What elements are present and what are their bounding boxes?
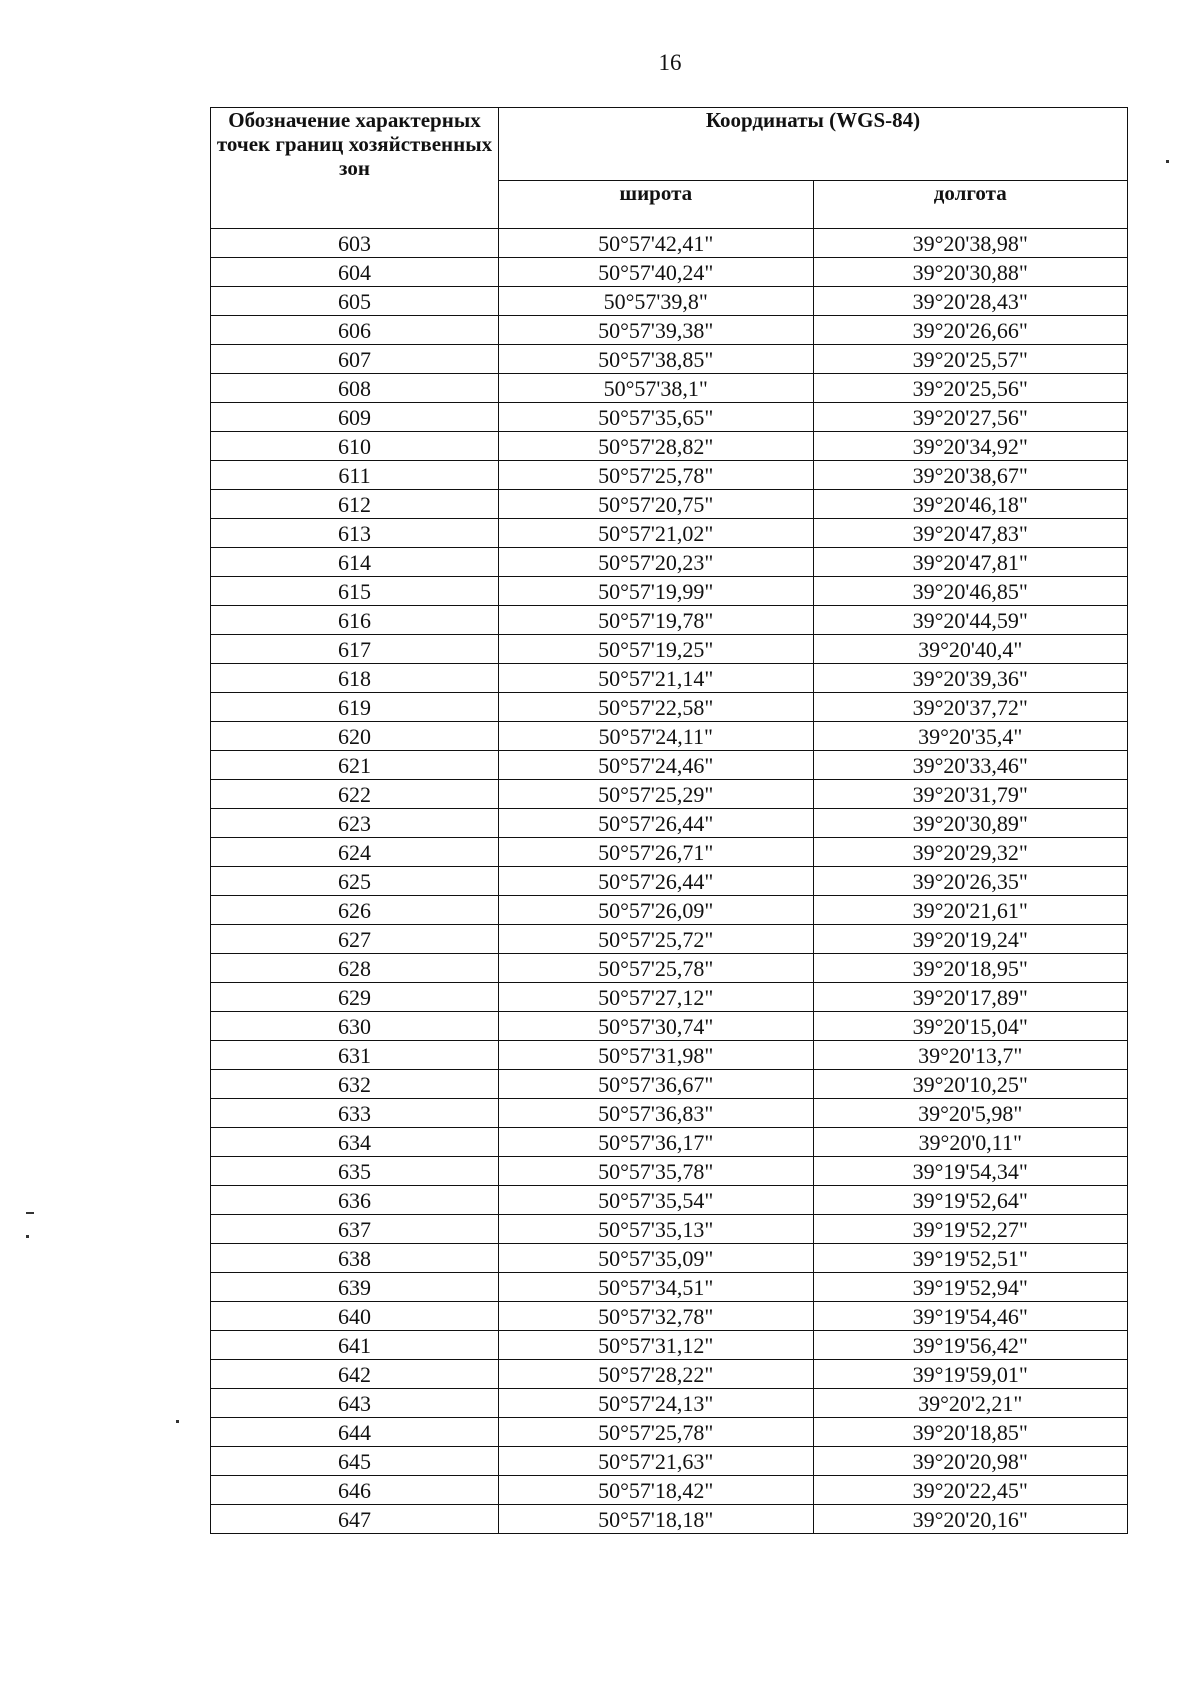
table-row [211, 1070, 1128, 1099]
point-id-cell: 634 [211, 1128, 499, 1157]
latitude-cell: 50°57'21,63" [499, 1447, 814, 1476]
longitude-cell: 39°20'15,04" [813, 1012, 1128, 1041]
longitude-cell: 39°20'28,43" [813, 287, 1128, 316]
longitude-cell: 39°20'20,16" [813, 1505, 1128, 1534]
point-id-cell: 632 [211, 1070, 499, 1099]
latitude-cell: 50°57'21,02" [499, 519, 814, 548]
longitude-cell: 39°20'17,89" [813, 983, 1128, 1012]
longitude-cell: 39°20'19,24" [813, 925, 1128, 954]
scan-speck [176, 1420, 179, 1423]
table-row [211, 664, 1128, 693]
table-row [211, 1389, 1128, 1418]
latitude-cell: 50°57'35,54" [499, 1186, 814, 1215]
longitude-cell: 39°19'52,51" [813, 1244, 1128, 1273]
table-row [211, 374, 1128, 403]
latitude-cell: 50°57'27,12" [499, 983, 814, 1012]
latitude-cell: 50°57'31,12" [499, 1331, 814, 1360]
longitude-cell: 39°20'25,57" [813, 345, 1128, 374]
point-id-cell: 615 [211, 577, 499, 606]
table-row [211, 606, 1128, 635]
table-row [211, 867, 1128, 896]
longitude-cell: 39°20'34,92" [813, 432, 1128, 461]
latitude-cell: 50°57'24,46" [499, 751, 814, 780]
table-row [211, 1505, 1128, 1534]
latitude-cell: 50°57'42,41" [499, 229, 814, 258]
latitude-cell: 50°57'25,29" [499, 780, 814, 809]
longitude-cell: 39°20'47,81" [813, 548, 1128, 577]
longitude-cell: 39°19'54,46" [813, 1302, 1128, 1331]
point-id-cell: 641 [211, 1331, 499, 1360]
table-row [211, 432, 1128, 461]
longitude-cell: 39°20'33,46" [813, 751, 1128, 780]
point-id-cell: 637 [211, 1215, 499, 1244]
point-id-cell: 612 [211, 490, 499, 519]
table-row [211, 1215, 1128, 1244]
point-id-cell: 646 [211, 1476, 499, 1505]
longitude-cell: 39°19'59,01" [813, 1360, 1128, 1389]
point-id-cell: 609 [211, 403, 499, 432]
table-row [211, 809, 1128, 838]
point-id-cell: 635 [211, 1157, 499, 1186]
point-id-cell: 636 [211, 1186, 499, 1215]
point-id-cell: 606 [211, 316, 499, 345]
point-id-cell: 604 [211, 258, 499, 287]
point-id-cell: 639 [211, 1273, 499, 1302]
latitude-cell: 50°57'38,1" [499, 374, 814, 403]
latitude-cell: 50°57'34,51" [499, 1273, 814, 1302]
table-row [211, 693, 1128, 722]
longitude-cell: 39°20'30,89" [813, 809, 1128, 838]
latitude-cell: 50°57'35,65" [499, 403, 814, 432]
longitude-cell: 39°20'30,88" [813, 258, 1128, 287]
longitude-cell: 39°20'27,56" [813, 403, 1128, 432]
latitude-cell: 50°57'26,44" [499, 867, 814, 896]
table-row [211, 1447, 1128, 1476]
point-id-cell: 616 [211, 606, 499, 635]
point-id-cell: 614 [211, 548, 499, 577]
latitude-cell: 50°57'28,22" [499, 1360, 814, 1389]
point-id-cell: 630 [211, 1012, 499, 1041]
point-id-cell: 627 [211, 925, 499, 954]
longitude-cell: 39°20'5,98" [813, 1099, 1128, 1128]
table-row [211, 722, 1128, 751]
longitude-cell: 39°20'44,59" [813, 606, 1128, 635]
table-body [211, 229, 1128, 1534]
table-row [211, 548, 1128, 577]
latitude-cell: 50°57'26,09" [499, 896, 814, 925]
longitude-cell: 39°20'46,85" [813, 577, 1128, 606]
table-row [211, 1012, 1128, 1041]
table-row [211, 258, 1128, 287]
latitude-cell: 50°57'19,78" [499, 606, 814, 635]
latitude-cell: 50°57'35,09" [499, 1244, 814, 1273]
point-id-cell: 633 [211, 1099, 499, 1128]
table-row [211, 838, 1128, 867]
longitude-cell: 39°20'2,21" [813, 1389, 1128, 1418]
point-id-cell: 645 [211, 1447, 499, 1476]
longitude-cell: 39°20'10,25" [813, 1070, 1128, 1099]
longitude-cell: 39°20'0,11" [813, 1128, 1128, 1157]
point-id-cell: 618 [211, 664, 499, 693]
latitude-cell: 50°57'35,13" [499, 1215, 814, 1244]
table-row [211, 1418, 1128, 1447]
table-row [211, 1476, 1128, 1505]
table-row [211, 1331, 1128, 1360]
table-row [211, 954, 1128, 983]
table-row [211, 1099, 1128, 1128]
latitude-cell: 50°57'24,13" [499, 1389, 814, 1418]
point-id-cell: 638 [211, 1244, 499, 1273]
latitude-cell: 50°57'35,78" [499, 1157, 814, 1186]
point-id-cell: 619 [211, 693, 499, 722]
table-row [211, 1157, 1128, 1186]
point-id-cell: 603 [211, 229, 499, 258]
latitude-cell: 50°57'30,74" [499, 1012, 814, 1041]
table-row [211, 751, 1128, 780]
table-row [211, 490, 1128, 519]
scan-speck [1166, 160, 1169, 163]
longitude-cell: 39°20'38,98" [813, 229, 1128, 258]
point-id-cell: 640 [211, 1302, 499, 1331]
latitude-cell: 50°57'19,99" [499, 577, 814, 606]
longitude-cell: 39°20'22,45" [813, 1476, 1128, 1505]
longitude-cell: 39°20'46,18" [813, 490, 1128, 519]
table-row [211, 1128, 1128, 1157]
longitude-cell: 39°20'47,83" [813, 519, 1128, 548]
page-number: 16 [658, 50, 682, 75]
latitude-cell: 50°57'26,44" [499, 809, 814, 838]
point-id-cell: 642 [211, 1360, 499, 1389]
point-id-cell: 605 [211, 287, 499, 316]
longitude-cell: 39°20'21,61" [813, 896, 1128, 925]
longitude-cell: 39°20'25,56" [813, 374, 1128, 403]
latitude-cell: 50°57'26,71" [499, 838, 814, 867]
point-id-cell: 628 [211, 954, 499, 983]
point-id-cell: 613 [211, 519, 499, 548]
table-row [211, 1360, 1128, 1389]
point-id-cell: 623 [211, 809, 499, 838]
point-id-cell: 629 [211, 983, 499, 1012]
point-id-cell: 607 [211, 345, 499, 374]
header-latitude: широта [499, 180, 814, 228]
latitude-cell: 50°57'24,11" [499, 722, 814, 751]
longitude-cell: 39°20'26,35" [813, 867, 1128, 896]
latitude-cell: 50°57'25,78" [499, 1418, 814, 1447]
longitude-cell: 39°20'29,32" [813, 838, 1128, 867]
latitude-cell: 50°57'25,78" [499, 461, 814, 490]
coordinates-table [210, 107, 1128, 1534]
longitude-cell: 39°20'35,4" [813, 722, 1128, 751]
latitude-cell: 50°57'25,72" [499, 925, 814, 954]
point-id-cell: 621 [211, 751, 499, 780]
table-row [211, 287, 1128, 316]
latitude-cell: 50°57'39,8" [499, 287, 814, 316]
latitude-cell: 50°57'20,75" [499, 490, 814, 519]
table-row [211, 925, 1128, 954]
longitude-cell: 39°20'20,98" [813, 1447, 1128, 1476]
latitude-cell: 50°57'31,98" [499, 1041, 814, 1070]
table-row [211, 896, 1128, 925]
point-id-cell: 631 [211, 1041, 499, 1070]
point-id-cell: 626 [211, 896, 499, 925]
latitude-cell: 50°57'36,17" [499, 1128, 814, 1157]
table-row [211, 1273, 1128, 1302]
latitude-cell: 50°57'18,42" [499, 1476, 814, 1505]
latitude-cell: 50°57'36,83" [499, 1099, 814, 1128]
table-row [211, 1244, 1128, 1273]
point-id-cell: 647 [211, 1505, 499, 1534]
table-row [211, 635, 1128, 664]
point-id-cell: 611 [211, 461, 499, 490]
longitude-cell: 39°20'38,67" [813, 461, 1128, 490]
table-row [211, 1041, 1128, 1070]
table-row [211, 780, 1128, 809]
longitude-cell: 39°20'31,79" [813, 780, 1128, 809]
longitude-cell: 39°20'13,7" [813, 1041, 1128, 1070]
table-row [211, 1186, 1128, 1215]
latitude-cell: 50°57'19,25" [499, 635, 814, 664]
point-id-cell: 610 [211, 432, 499, 461]
table-row [211, 229, 1128, 258]
latitude-cell: 50°57'32,78" [499, 1302, 814, 1331]
latitude-cell: 50°57'39,38" [499, 316, 814, 345]
latitude-cell: 50°57'21,14" [499, 664, 814, 693]
point-id-cell: 608 [211, 374, 499, 403]
table-row [211, 519, 1128, 548]
longitude-cell: 39°19'56,42" [813, 1331, 1128, 1360]
longitude-cell: 39°19'52,27" [813, 1215, 1128, 1244]
table-row [211, 1302, 1128, 1331]
table-row [211, 403, 1128, 432]
point-id-cell: 625 [211, 867, 499, 896]
latitude-cell: 50°57'18,18" [499, 1505, 814, 1534]
point-id-cell: 622 [211, 780, 499, 809]
point-id-cell: 624 [211, 838, 499, 867]
longitude-cell: 39°20'26,66" [813, 316, 1128, 345]
latitude-cell: 50°57'40,24" [499, 258, 814, 287]
longitude-cell: 39°19'52,94" [813, 1273, 1128, 1302]
longitude-cell: 39°20'18,85" [813, 1418, 1128, 1447]
table-row [211, 577, 1128, 606]
latitude-cell: 50°57'25,78" [499, 954, 814, 983]
longitude-cell: 39°20'37,72" [813, 693, 1128, 722]
latitude-cell: 50°57'36,67" [499, 1070, 814, 1099]
header-longitude: долгота [813, 180, 1128, 228]
longitude-cell: 39°19'54,34" [813, 1157, 1128, 1186]
table-row [211, 461, 1128, 490]
scan-speck [26, 1212, 34, 1214]
point-id-cell: 644 [211, 1418, 499, 1447]
latitude-cell: 50°57'22,58" [499, 693, 814, 722]
header-point-designation: Обозначение характерных точек границ хозяйственных зон [211, 108, 499, 229]
latitude-cell: 50°57'28,82" [499, 432, 814, 461]
table-row [211, 316, 1128, 345]
latitude-cell: 50°57'20,23" [499, 548, 814, 577]
longitude-cell: 39°20'18,95" [813, 954, 1128, 983]
longitude-cell: 39°20'39,36" [813, 664, 1128, 693]
latitude-cell: 50°57'38,85" [499, 345, 814, 374]
point-id-cell: 643 [211, 1389, 499, 1418]
scan-speck [26, 1235, 29, 1238]
longitude-cell: 39°19'52,64" [813, 1186, 1128, 1215]
point-id-cell: 617 [211, 635, 499, 664]
point-id-cell: 620 [211, 722, 499, 751]
table-row [211, 983, 1128, 1012]
header-coordinates: Координаты (WGS-84) [499, 108, 1128, 181]
table-row [211, 345, 1128, 374]
longitude-cell: 39°20'40,4" [813, 635, 1128, 664]
